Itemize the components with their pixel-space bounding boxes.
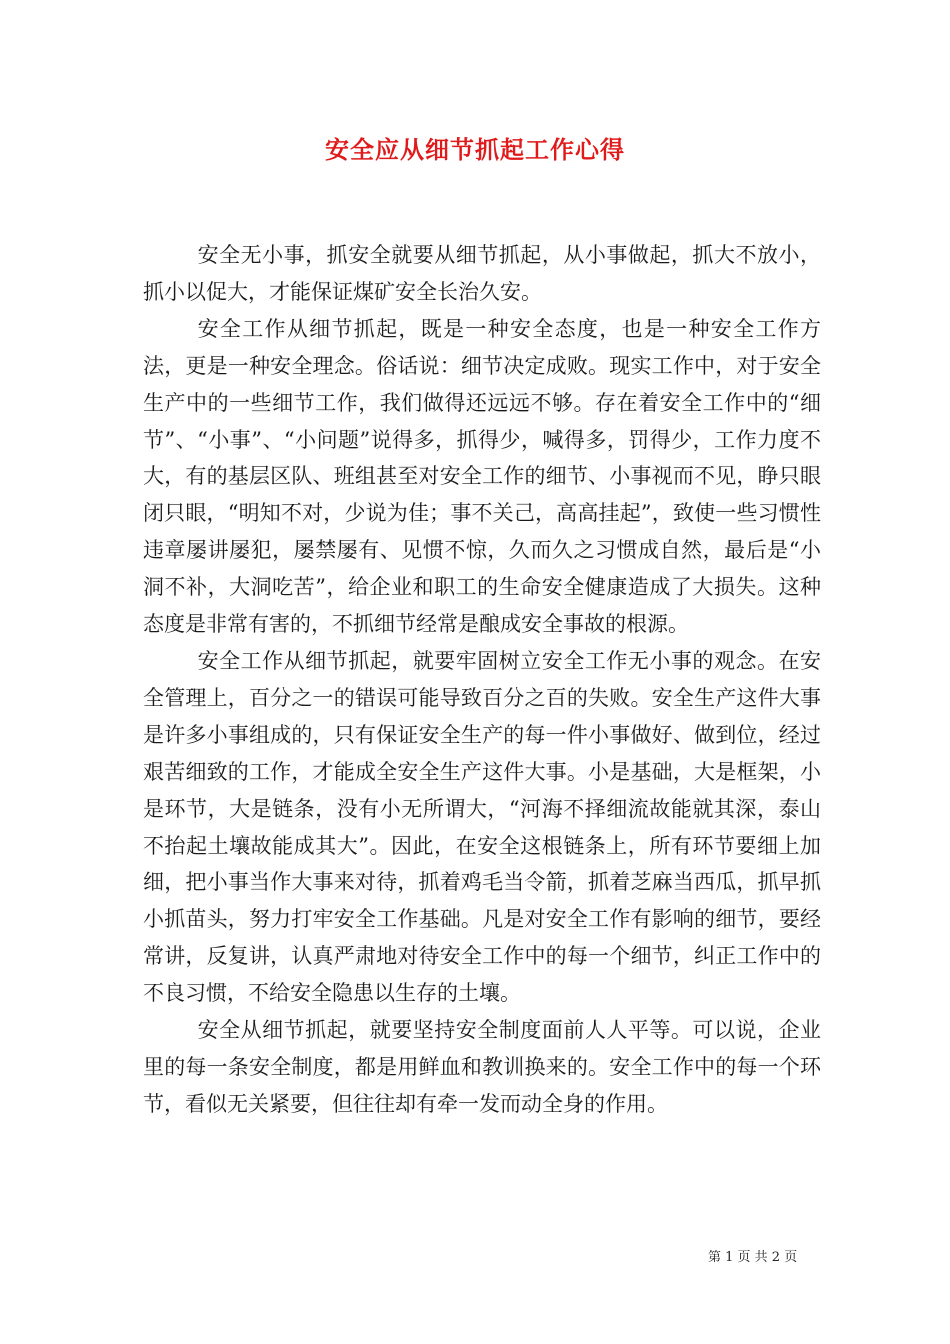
paragraph-3: 安全工作从细节抓起，就要牢固树立安全工作无小事的观念。在安全管理上，百分之一的错误可能导致百分之百的失败。安全生产这件大事是许多小事组成的，只有保证安全生产的每一件小事做好、做到位，经过艰苦细致的工作，才能成全安全生产这件大事。小是基础，大是框架，小是环节，大是链条，没有小无所谓大，“河海不择细流故能就其深，泰山不抬起土壤故能成其大”。因此，在安全这根链条上，所有环节要细上加细，把小事当作大事来对待，抓着鸡毛当令箭，抓着芝麻当西瓜，抓早抓小抓苗头，努力打牢安全工作基础。凡是对安全工作有影响的细节，要经常讲，反复讲，认真严肃地对待安全工作中的每一个细节，纠正工作中的不良习惯，不给安全隐患以生存的土壤。 [143,648,821,1006]
paragraph-2: 安全工作从细节抓起，既是一种安全态度，也是一种安全工作方法，更是一种安全理念。俗话说：细节决定成败。现实工作中，对于安全生产中的一些细节工作，我们做得还远远不够。存在着安全工作中的“细节”、“小事”、“小问题”说得多，抓得少，喊得多，罚得少，工作力度不大，有的基层区队、班组甚至对安全工作的细节、小事视而不见，睁只眼闭只眼，“明知不对，少说为佳；事不关己，高高挂起”，致使一些习惯性违章屡讲屡犯，屡禁屡有、见惯不惊，久而久之习惯成自然，最后是“小洞不补，大洞吃苦”，给企业和职工的生命安全健康造成了大损失。这种态度是非常有害的，不抓细节经常是酿成安全事故的根源。 [143,316,821,637]
page-number-footer: 第 1 页 共 2 页 [708,1250,798,1265]
document-body [143,237,821,1123]
paragraph-4: 安全从细节抓起，就要坚持安全制度面前人人平等。可以说，企业里的每一条安全制度，都是用鲜血和教训换来的。安全工作中的每一个环节，看似无关紧要，但往往却有牵一发而动全身的作用。 [143,1018,821,1116]
document-title: 安全应从细节抓起工作心得 [325,135,625,164]
paragraph-1: 安全无小事，抓安全就要从细节抓起，从小事做起，抓大不放小，抓小以促大，才能保证煤矿安全长治久安。 [143,243,821,304]
